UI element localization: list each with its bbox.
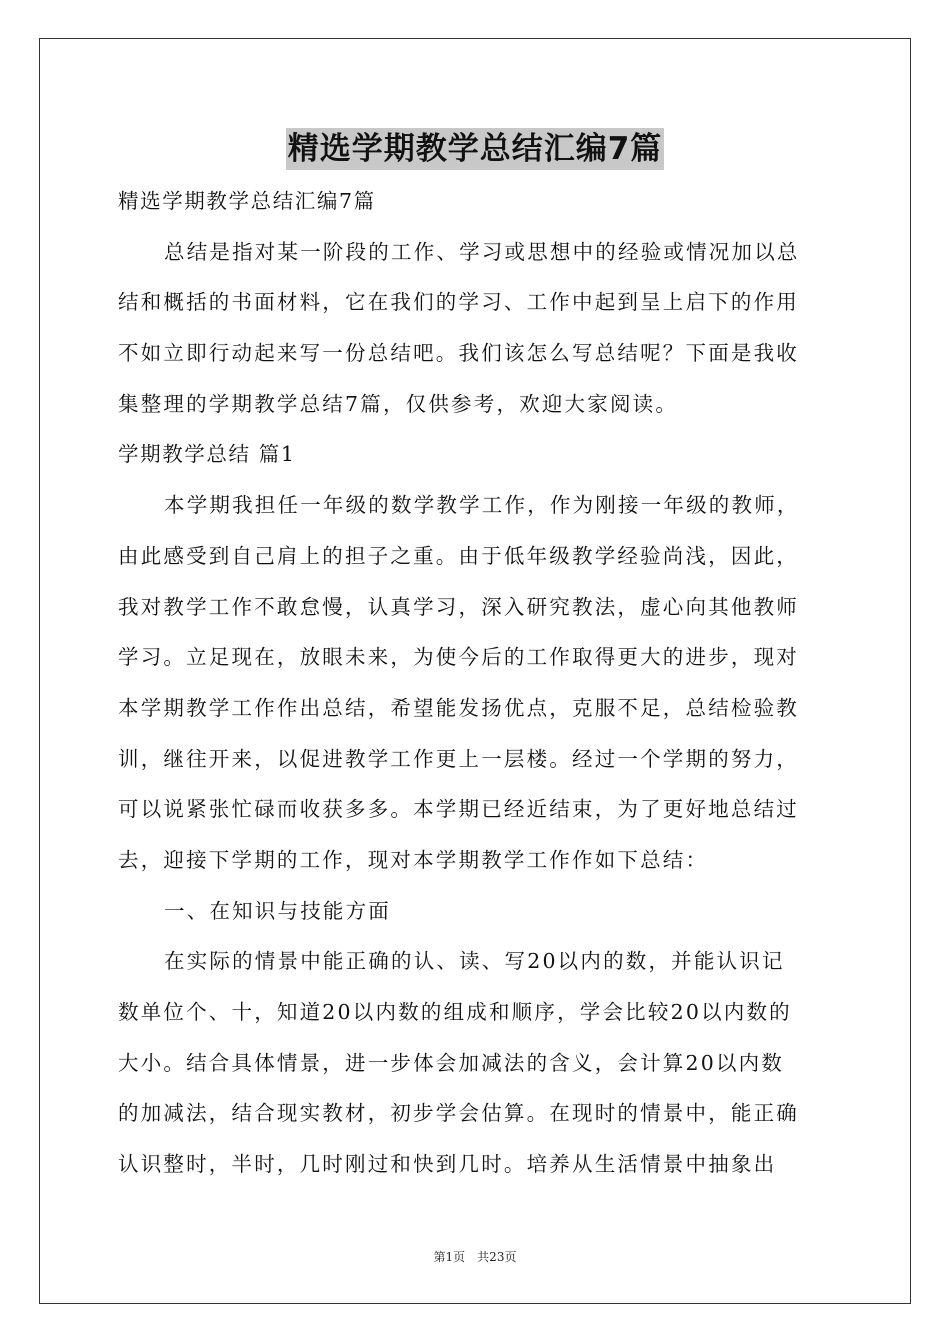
- document-body: [118, 176, 834, 1190]
- paragraph-line: 我对教学工作不敢怠慢，认真学习，深入研究教法，虚心向其他教师: [118, 594, 799, 619]
- paragraph-line: 结和概括的书面材料，它在我们的学习、工作中起到呈上启下的作用: [118, 290, 799, 315]
- paragraph-line: 本学期我担任一年级的数学教学工作，作为刚接一年级的教师，: [164, 493, 800, 518]
- document-title: 精选学期教学总结汇编7篇: [286, 128, 665, 170]
- paragraph-line: 的加减法，结合现实教材，初步学会估算。在现时的情景中，能正确: [118, 1101, 799, 1126]
- paragraph-line: 去，迎接下学期的工作，现对本学期教学工作作如下总结：: [118, 847, 709, 872]
- paragraph-line: 由此感受到自己肩上的担子之重。由于低年级教学经验尚浅，因此，: [118, 543, 799, 568]
- paragraph-line: 认识整时，半时，几时刚过和快到几时。培养从生活情景中抽象出: [118, 1152, 777, 1177]
- subsection-heading: 一、在知识与技能方面: [164, 898, 391, 923]
- paragraph-line: 大小。结合具体情景，进一步体会加减法的含义，会计算20以内数: [118, 1050, 785, 1075]
- paragraph-line: 本学期教学工作作出总结，希望能发扬优点，克服不足，总结检验教: [118, 695, 799, 720]
- document-title-wrapper: [0, 128, 950, 170]
- paragraph-line: 训，继往开来，以促进教学工作更上一层楼。经过一个学期的努力，: [118, 746, 799, 771]
- paragraph-line: 集整理的学期教学总结7篇，仅供参考，欢迎大家阅读。: [118, 391, 679, 416]
- paragraph-line: 数单位个、十，知道20以内数的组成和顺序，学会比较20以内数的: [118, 1000, 792, 1024]
- subtitle-line: 精选学期教学总结汇编7篇: [118, 189, 376, 213]
- paragraph-line: 学习。立足现在，放眼未来，为使今后的工作取得更大的进步，现对: [118, 645, 799, 670]
- paragraph-line: 总结是指对某一阶段的工作、学习或思想中的经验或情况加以总: [164, 239, 800, 264]
- section-heading: 学期教学总结 篇1: [118, 442, 296, 467]
- page-number-footer: 第1页 共23页: [433, 1250, 517, 1264]
- paragraph-line: 可以说紧张忙碌而收获多多。本学期已经近结束，为了更好地总结过: [118, 797, 799, 822]
- paragraph-line: 在实际的情景中能正确的认、读、写20以内的数，并能认识记: [164, 949, 785, 974]
- paragraph-line: 不如立即行动起来写一份总结吧。我们该怎么写总结呢？下面是我收: [118, 341, 799, 366]
